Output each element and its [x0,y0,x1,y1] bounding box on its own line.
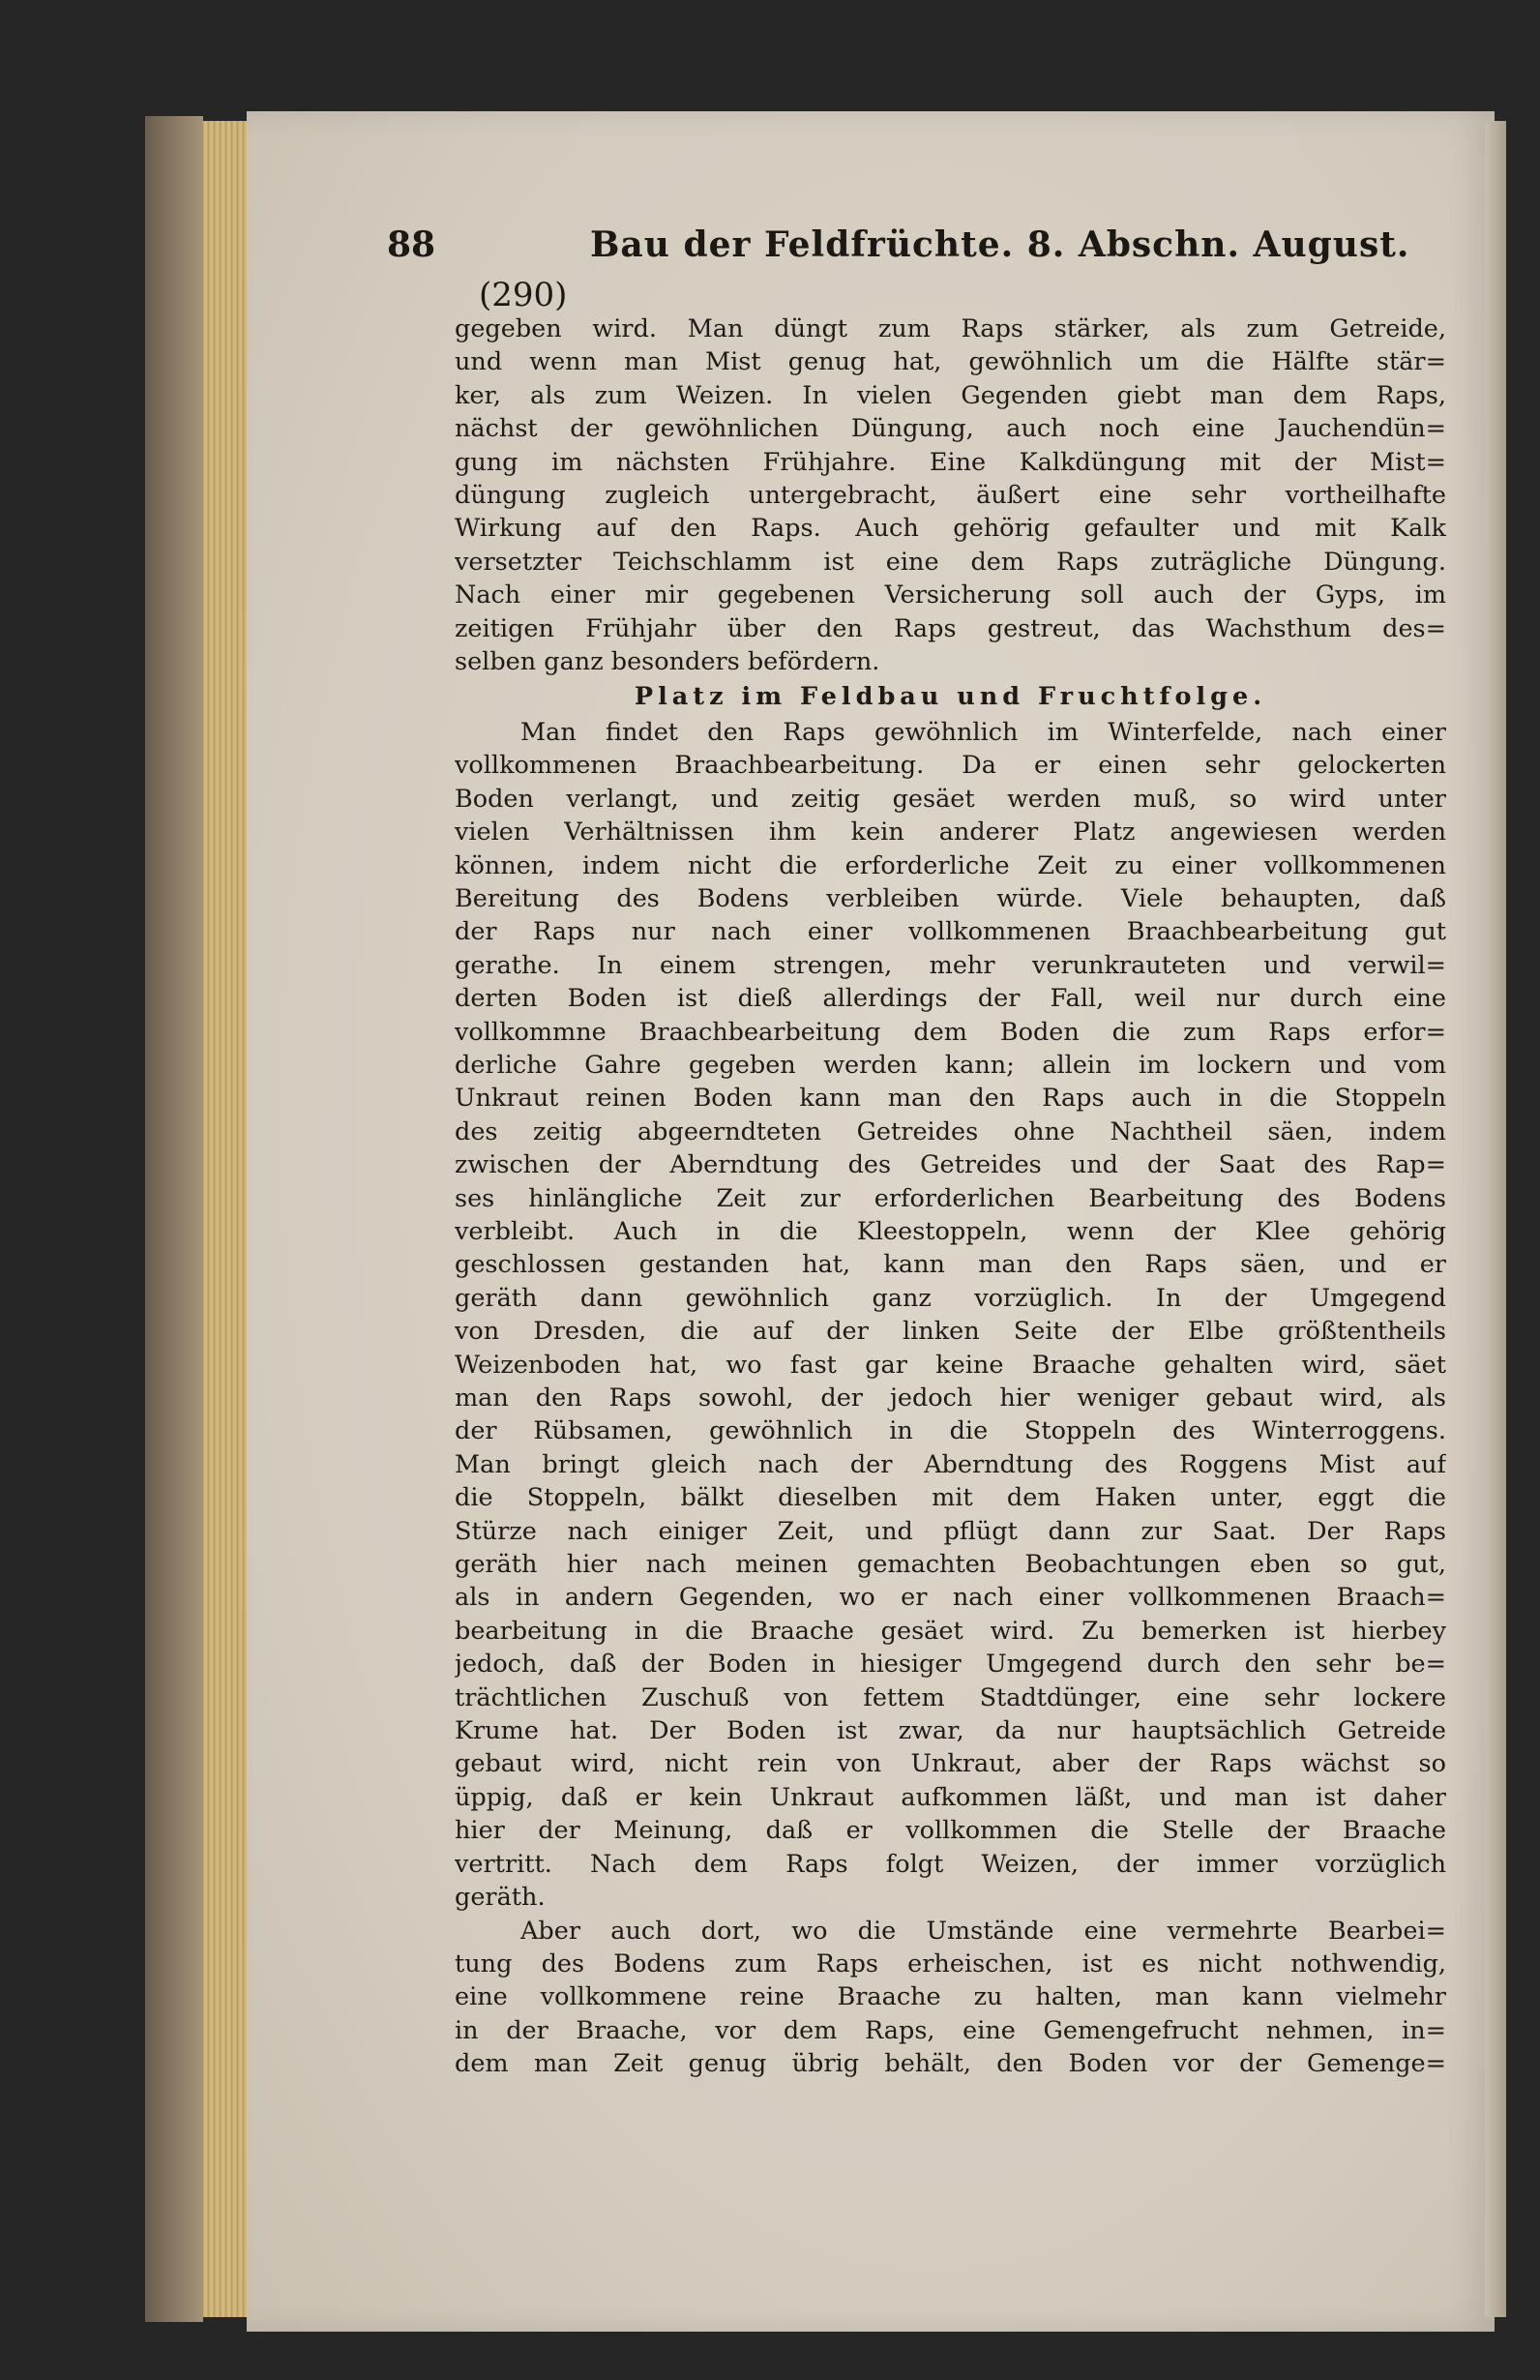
text-line: derten Boden ist dieß allerdings der Fall, weil nur durch eine [455,984,1446,1014]
text-line: Stürze nach einiger Zeit, und pflügt dann zur Saat. Der Raps [455,1516,1446,1546]
text-line: Nach einer mir gegebenen Versicherung soll auch der Gyps, im [455,580,1446,610]
text-line: der Raps nur nach einer vollkommenen Braachbearbeitung gut [455,917,1446,947]
text-line: versetzter Teichschlamm ist eine dem Raps zuträgliche Düngung. [455,547,1446,577]
section-number: (290) [479,276,568,314]
body-text [455,312,1446,2081]
text-line: Bereitung des Bodens verbleiben würde. Viele behaupten, daß [455,883,1446,913]
text-line: geschlossen gestanden hat, kann man den Raps säen, und er [455,1250,1446,1280]
text-line: dem man Zeit genug übrig behält, den Boden vor der Gemenge= [455,2049,1446,2079]
page-gilt-edge [203,121,252,2317]
text-line: und wenn man Mist genug hat, gewöhnlich um die Hälfte stär= [455,347,1446,377]
text-line: selben ganz besonders befördern. [455,647,880,677]
text-line: üppig, daß er kein Unkraut aufkommen läßt, und man ist daher [455,1782,1446,1812]
text-line: vollkommenen Braachbearbeitung. Da er einen sehr gelockerten [455,751,1446,781]
page-right-edge [1485,121,1506,2317]
text-line: ker, als zum Weizen. In vielen Gegenden giebt man dem Raps, [455,380,1446,410]
text-line: in der Braache, vor dem Raps, eine Gemengefrucht nehmen, in= [455,2015,1446,2045]
text-line: derliche Gahre gegeben werden kann; allein im lockern und vom [455,1050,1446,1080]
text-line: tung des Bodens zum Raps erheischen, ist es nicht nothwendig, [455,1949,1446,1978]
text-line: hier der Meinung, daß er vollkommen die Stelle der Braache [455,1816,1446,1846]
text-line: Wirkung auf den Raps. Auch gehörig gefaulter und mit Kalk [455,514,1446,544]
text-line: vollkommne Braachbearbeitung dem Boden die zum Raps erfor= [455,1017,1446,1047]
text-line: die Stoppeln, bälkt dieselben mit dem Haken unter, eggt die [455,1483,1446,1513]
text-line: Krume hat. Der Boden ist zwar, da nur hauptsächlich Getreide [455,1716,1446,1746]
text-line: nächst der gewöhnlichen Düngung, auch noch eine Jauchendün= [455,414,1446,444]
text-line: gerathe. In einem strengen, mehr verunkrauteten und verwil= [455,950,1446,980]
text-line: geräth dann gewöhnlich ganz vorzüglich. In der Umgegend [455,1283,1446,1313]
text-line: zwischen der Aberndtung des Getreides und der Saat des Rap= [455,1150,1446,1180]
running-title: Bau der Feldfrüchte. 8. Abschn. August. [590,224,1410,265]
text-line: jedoch, daß der Boden in hiesiger Umgegend durch den sehr be= [455,1650,1446,1680]
subheading: Platz im Feldbau und Fruchtfolge. [634,682,1267,712]
paragraph-3 [455,1915,1446,2081]
text-line: vertritt. Nach dem Raps folgt Weizen, der immer vorzüglich [455,1849,1446,1879]
text-line: gung im nächsten Frühjahre. Eine Kalkdüngung mit der Mist= [455,447,1446,477]
text-line: Man findet den Raps gewöhnlich im Winterfelde, nach einer [520,717,1446,747]
text-line: zeitigen Frühjahr über den Raps gestreut, das Wachsthum des= [455,613,1446,643]
text-line: gebaut wird, nicht rein von Unkraut, aber der Raps wächst so [455,1749,1446,1779]
text-line: Unkraut reinen Boden kann man den Raps auch in die Stoppeln [455,1084,1446,1114]
text-line: geräth. [455,1883,546,1913]
page-header [387,224,1441,273]
paragraph-2 [455,716,1446,1915]
text-line: vielen Verhältnissen ihm kein anderer Platz angewiesen werden [455,818,1446,848]
text-line: ses hinlängliche Zeit zur erforderlichen Bearbeitung des Bodens [455,1183,1446,1213]
text-line: Aber auch dort, wo die Umstände eine vermehrte Bearbei= [520,1916,1446,1946]
text-line: können, indem nicht die erforderliche Zeit zu einer vollkommenen [455,850,1446,880]
text-line: man den Raps sowohl, der jedoch hier weniger gebaut wird, als [455,1383,1446,1413]
text-line: des zeitig abgeerndteten Getreides ohne Nachtheil säen, indem [455,1116,1446,1146]
text-line: düngung zugleich untergebracht, äußert eine sehr vortheilhafte [455,481,1446,511]
text-line: als in andern Gegenden, wo er nach einer vollkommenen Braach= [455,1583,1446,1613]
text-line: geräth hier nach meinen gemachten Beobachtungen eben so gut, [455,1550,1446,1580]
paragraph-1 [455,312,1446,678]
text-line: bearbeitung in die Braache gesäet wird. Zu bemerken ist hierbey [455,1616,1446,1646]
text-line: Man bringt gleich nach der Aberndtung des Roggens Mist auf [455,1449,1446,1479]
text-line: eine vollkommene reine Braache zu halten, man kann vielmehr [455,1982,1446,2012]
text-line: Boden verlangt, und zeitig gesäet werden muß, so wird unter [455,784,1446,814]
text-line: der Rübsamen, gewöhnlich in die Stoppeln des Winterroggens. [455,1416,1446,1446]
text-line: Weizenboden hat, wo fast gar keine Braache gehalten wird, säet [455,1350,1446,1380]
page-number: 88 [387,224,436,265]
text-line: von Dresden, die auf der linken Seite der Elbe größtentheils [455,1317,1446,1347]
book-cover-edge [145,116,203,2322]
text-line: verbleibt. Auch in die Kleestoppeln, wenn der Klee gehörig [455,1216,1446,1246]
text-line: trächtlichen Zuschuß von fettem Stadtdünger, eine sehr lockere [455,1682,1446,1712]
text-line: gegeben wird. Man düngt zum Raps stärker, als zum Getreide, [455,314,1446,343]
